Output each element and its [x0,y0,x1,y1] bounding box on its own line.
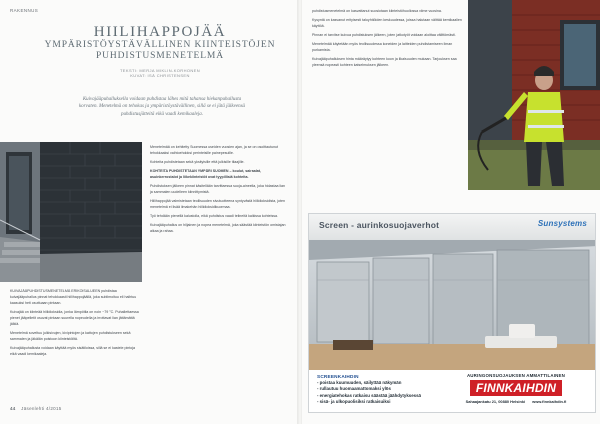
paragraph: Kuivajääpuhallusta voidaan käyttää myös sisätiloissa, sillä se ei kastele pintoja eikä vaadi kemikaaleja. [10,346,136,356]
worker-photo [468,0,600,190]
ad-interior-photo [309,240,596,370]
article-subtitle-line-2: PUHDISTUSMENETELMÄ [95,51,225,61]
paragraph: Kuivajääpuhalluksen hinta määräytyy kohteen koon ja likaisuuden mukaan. Tarjouksen saa yleensä nopeasti kohteen katselmuksen jälkeen. [312,57,457,67]
paragraph: Menetelmää käytetään myös teollisuudessa koneiden ja laitteiden puhdistamiseen ilman purkamista. [312,42,453,52]
ad-list-item: - rullautuu huomaamattomaksi ylös [317,386,391,392]
paragraph: Kuivajää on kiinteää hiilidioksidia, jonka lämpötila on noin −79 °C. Puhallettaessa pienet jääpelletit osuvat pintaan suurella nopeudella ja irrottavat lian jättämättä jälkiä. [10,310,139,326]
article-column-left [10,288,142,360]
paragraph: Puhdistuksen jälkeen pinnat käsitellään tarvittaessa suoja-aineella, joka hidastaa lian ja sammalen uudelleen kiinnittymistä. [150,184,286,194]
ad-contact [443,399,589,404]
sunsystems-logo: Sunsystems [537,219,587,228]
paragraph: Menetelmä soveltuu julkisivujen, kivipintojen ja kattojen puhdistukseen sekä sammalen ja jäkälän poistoon kiinteistöiltä. [10,331,131,341]
left-page [0,0,298,424]
paragraph: Hiilihappojää valmistetaan teollisuuden sivutuotteena syntyvästä hiilidioksidista, joten menetelmä ei lisää ilmakehän hiilidioksidikuormaa. [150,199,286,209]
byline [40,68,280,78]
ad-address: Sahaajankatu 21, 00880 Helsinki [465,399,526,404]
ad-list-item: - poistaa kuumuuden, säilyttää näkymän [317,380,402,386]
paragraph: Kysyntä on kasvanut erityisesti taloyhtiöiden keskuudessa, joissa halutaan välttää kemikaalien käyttöä. [312,18,462,28]
ad-title: Screen - aurinkosuojaverhot [319,220,440,230]
paragraph: Menetelmää on kehitetty Suomessa useiden vuosien ajan, ja se on osoittautunut tehokkaaksi vaihtoehdoksi perinteisille painepesuille. [150,145,279,155]
article-subtitle-line-1: YMPÄRISTÖYSTÄVÄLLINEN KIINTEISTÖJEN [44,40,276,50]
issue-label: Jäsenlehti 4/2015 [21,406,62,411]
ad-list-item: - energiatehokas ratkaisu säästää jäähdytyksessä [317,392,421,398]
ad-list-item: - sisä- ja ulkopuolisiksi ratkaisuiksi [317,398,391,404]
paragraph: KOHTEITA PUHDISTETAAN YMPÄRI SUOMEN – koulut, sairaalat, asuinkerrostalot ja liikekiinteistöt ovat tyypillisiä kohteita. [150,169,261,179]
building-photo [0,142,142,282]
worker-illustration [468,0,600,190]
ad-website-link[interactable]: www.finnkaihdin.fi [532,399,567,404]
article-title: HIILIHAPPOJÄÄ [93,24,227,40]
ad-header [309,214,596,240]
ad-list-heading: SCREENKAIHDIN [317,374,359,379]
byline-photos: KUVAT: ISÄ CHRISTENSEN [130,73,190,78]
finnkaihdin-brand [443,373,589,404]
page-folio [10,406,62,411]
article-headline [40,24,280,62]
paragraph: KUIVAJÄÄPUHDISTUSMENETELMÄ ERIKOISALUEEN puhdistaa kuivajääpuhallus pinnat tehokkaasti hiilihappojäällä, joka sublimoituu eli haihtuu kaasuksi heti osuttuaan pintaan. [10,289,137,305]
ad-footer [309,370,596,413]
ad-brand-tagline: AURINGONSUOJAUKSEN AMMATTILAINEN [466,373,566,378]
paragraph: Pinnan ei tarvitse kuivua puhdistuksen jälkeen, joten jatkotyöt voidaan aloittaa välittömästi. [312,33,456,37]
byline-text: TEKSTI: MERJA MIKLIN-KORHONEN [119,68,201,73]
paragraph: puhdistusmenetelmä on kasvattanut suosiotaan kiinteistöhuollossa viime vuosina. [312,9,442,13]
finnkaihdin-logo: FINNKAIHDIN [470,380,562,396]
page-number: 44 [10,406,16,411]
paragraph: Työ tehdään pienellä kalustolla, eikä puhdistus vaadi telineitä kaikissa kohteissa. [150,214,279,218]
article-column-middle [150,144,288,237]
paragraph: Kohteita puhdistetaan sekä yksityisille että julkisille tilaajille. [150,160,245,164]
paragraph: Kuivajääpuhallus on hiljainen ja nopea menetelmä, joka säästää kiinteistön omistajan aikaa ja rahaa. [150,223,286,233]
ad-feature-list [317,374,421,405]
article-lead: Kuivajääpuhalluksella voidaan puhdistaa lähes mitä tahansa hiekanpuhallusta korvaten. Menetelmä on tehokas ja ympäristöystävällinen, sillä se ei jätä jälkeensä puhdistusjätteitä eikä vaadi kemikaaleja. [78,97,246,117]
section-label: RAKENNUS [10,8,39,13]
building-illustration [0,142,142,282]
advertisement[interactable] [308,213,596,413]
right-page [302,0,600,424]
article-column-right [312,8,462,71]
